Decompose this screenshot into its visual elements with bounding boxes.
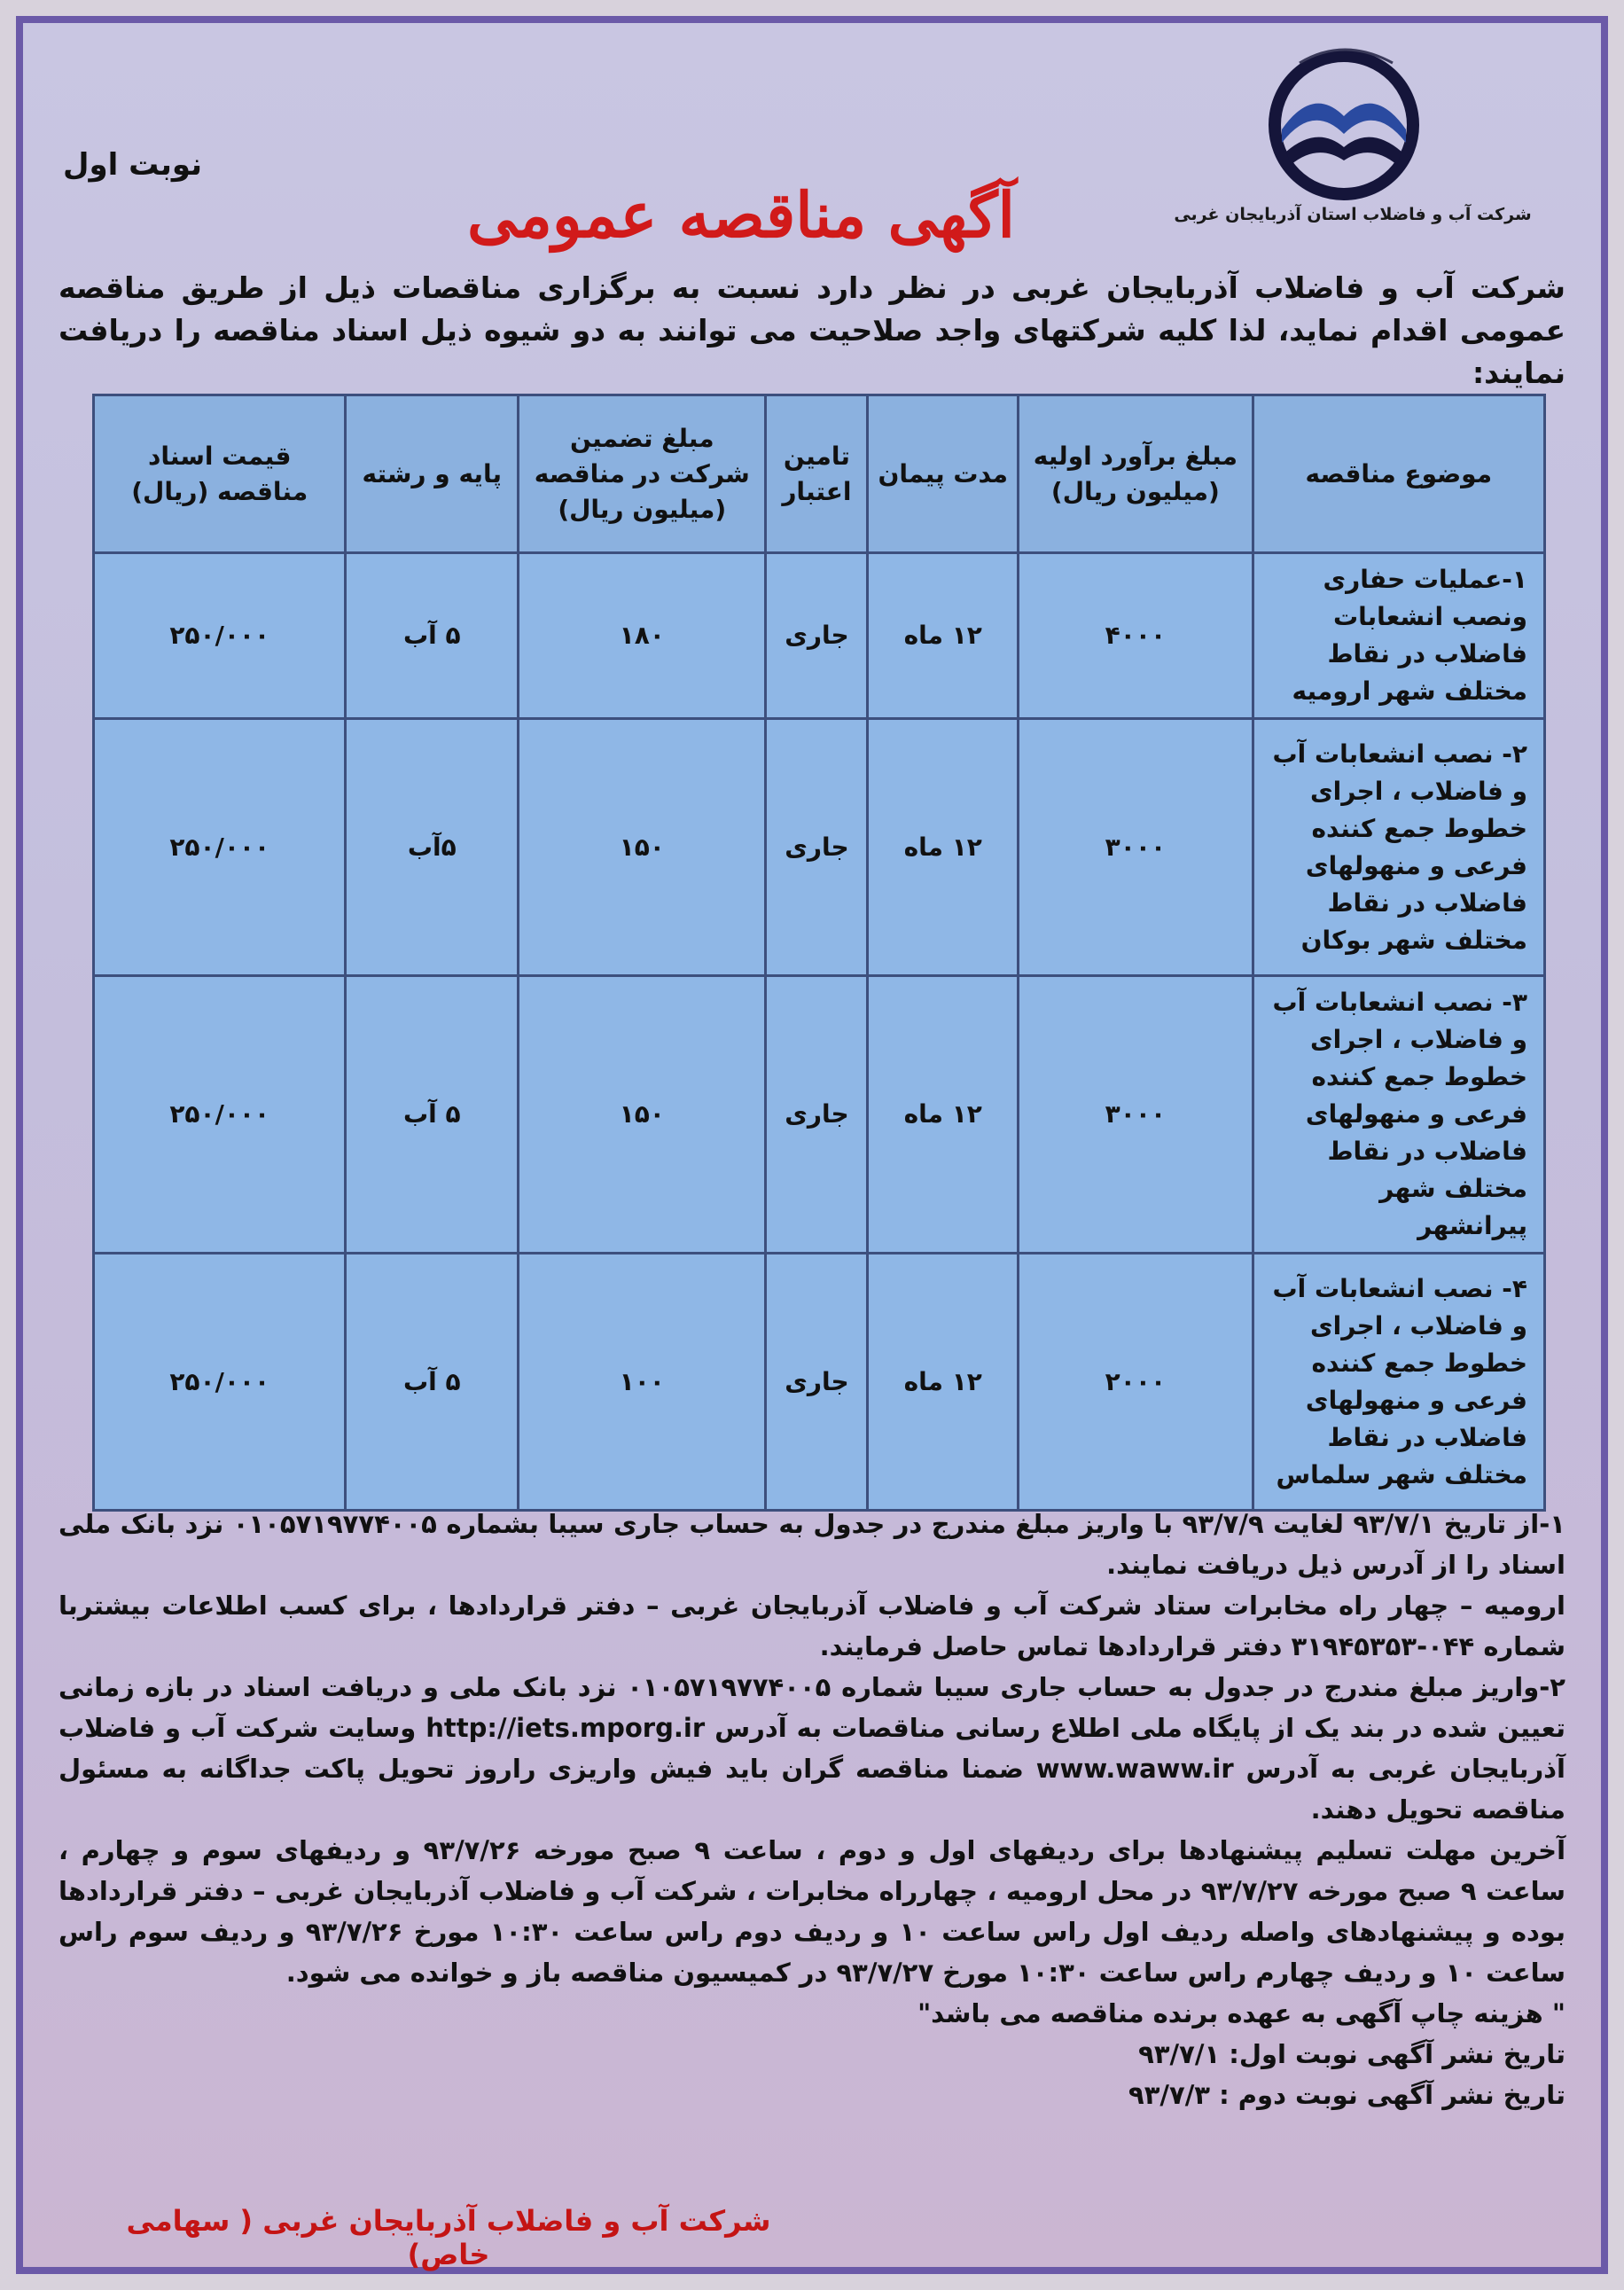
row-estimate: ۳۰۰۰ <box>1019 976 1253 1254</box>
publish-date-second: تاریخ نشر آگهی نوبت دوم : ۹۳/۷/۳ <box>1128 2080 1565 2110</box>
row-subject: ۱-عملیات حفاری ونصب انشعابات فاضلاب در نقاط مختلف شهر ارومیه <box>1253 553 1544 719</box>
row-price: ۲۵۰/۰۰۰ <box>94 976 346 1254</box>
row-grade: ۵آب <box>346 719 519 976</box>
row-estimate: ۴۰۰۰ <box>1019 553 1253 719</box>
row-subject: ۳- نصب انشعابات آب و فاضلاب ، اجرای خطوط جمع کننده فرعی و منهولهای فاضلاب در نقاط مختلف شهر پیرانشهر <box>1253 976 1544 1254</box>
header-subject: موضوع مناقصه <box>1253 395 1544 553</box>
row-grade: ۵ آب <box>346 1254 519 1511</box>
publish-date-first: تاریخ نشر آگهی نوبت اول: ۹۳/۷/۱ <box>1138 2039 1565 2069</box>
row-guarantee: ۱۵۰ <box>519 976 766 1254</box>
row-subject: ۴- نصب انشعابات آب و فاضلاب ، اجرای خطوط جمع کننده فرعی و منهولهای فاضلاب در نقاط مختلف شهر سلماس <box>1253 1254 1544 1511</box>
header-estimate: مبلغ برآورد اولیه (میلیون ریال) <box>1019 395 1253 553</box>
row-estimate: ۲۰۰۰ <box>1019 1254 1253 1511</box>
row-grade: ۵ آب <box>346 976 519 1254</box>
row-duration: ۱۲ ماه <box>868 976 1019 1254</box>
table-row <box>94 719 1545 976</box>
header-duration: مدت پیمان <box>868 395 1019 553</box>
footer-company-name: شرکت آب و فاضلاب آذربایجان غربی ( سهامی خاص) <box>126 2204 771 2271</box>
row-subject: ۲- نصب انشعابات آب و فاضلاب ، اجرای خطوط جمع کننده فرعی و منهولهای فاضلاب در نقاط مختلف شهر بوکان <box>1253 719 1544 976</box>
tender-table <box>92 394 1546 1512</box>
row-duration: ۱۲ ماه <box>868 1254 1019 1511</box>
header-funding: تامین اعتبار <box>766 395 868 553</box>
row-grade: ۵ آب <box>346 553 519 719</box>
row-duration: ۱۲ ماه <box>868 553 1019 719</box>
row-duration: ۱۲ ماه <box>868 719 1019 976</box>
row-price: ۲۵۰/۰۰۰ <box>94 719 346 976</box>
row-funding: جاری <box>766 719 868 976</box>
table-header-row <box>94 395 1545 553</box>
row-price: ۲۵۰/۰۰۰ <box>94 1254 346 1511</box>
notice-title: آگهی مناقصه عمومی <box>466 178 1015 252</box>
note-paragraph: ۱-از تاریخ ۹۳/۷/۱ لغایت ۹۳/۷/۹ با واریز مبلغ مندرج در جدول به حساب جاری سیبا بشماره ۰۱۰۵۷۱۹۷۷۴۰۰۵ نزد بانک ملی اسناد را از آدرس ذیل دریافت نمایند. <box>59 1509 1565 1580</box>
note-paragraph: ارومیه – چهار راه مخابرات ستاد شرکت آب و فاضلاب آذربایجان غربی – دفتر قراردادها ، برای کسب اطلاعات بیشتربا شماره ۰۴۴-۳۱۹۴۵۳۵۳ دفتر قراردادها تماس حاصل فرمایند. <box>59 1590 1565 1661</box>
header-guarantee: مبلغ تضمین شرکت در مناقصه (میلیون ریال) <box>519 395 766 553</box>
notes-section <box>59 1504 1565 2115</box>
row-guarantee: ۱۰۰ <box>519 1254 766 1511</box>
row-funding: جاری <box>766 1254 868 1511</box>
table-row <box>94 976 1545 1254</box>
note-paragraph: ۲-واریز مبلغ مندرج در جدول به حساب جاری سیبا شماره ۰۱۰۵۷۱۹۷۷۴۰۰۵ نزد بانک ملی و دریافت اسناد در بازه زمانی تعیین شده در بند یک از پایگاه ملی اطلاع رسانی مناقصات به آدرس http://iets.mporg.ir وسایت شرکت آب و فاضلاب آذربایجان غربی به آدرس www.waww.ir ضمنا مناقصه گران باید فیش واریزی راروز تحویل پاکت جداگانه به مسئول مناقصه تحویل دهند. <box>59 1672 1566 1825</box>
row-guarantee: ۱۵۰ <box>519 719 766 976</box>
header-price: قیمت اسناد مناقصه (ریال) <box>94 395 346 553</box>
row-funding: جاری <box>766 976 868 1254</box>
note-paragraph: آخرین مهلت تسلیم پیشنهادها برای ردیفهای اول و دوم ، ساعت ۹ صبح مورخه ۹۳/۷/۲۶ و ردیفهای سوم و چهارم ، ساعت ۹ صبح مورخه ۹۳/۷/۲۷ در محل ارومیه ، چهارراه مخابرات ، شرکت آب و فاضلاب آذربایجان غربی – دفتر قراردادها بوده و پیشنهادهای واصله ردیف اول راس ساعت ۱۰ و ردیف دوم راس ساعت ۱۰:۳۰ مورخ ۹۳/۷/۲۶ و ردیف سوم راس ساعت ۱۰ و ردیف چهارم راس ساعت ۱۰:۳۰ مورخ ۹۳/۷/۲۷ در کمیسیون مناقصه باز و خوانده می شود. <box>59 1835 1566 1988</box>
header-grade: پایه و رشته <box>346 395 519 553</box>
company-name-header: شرکت آب و فاضلاب استان آذربایجان غربی <box>1174 205 1532 224</box>
row-price: ۲۵۰/۰۰۰ <box>94 553 346 719</box>
row-funding: جاری <box>766 553 868 719</box>
water-company-logo-icon <box>1246 32 1441 209</box>
tender-notice-page <box>16 16 1608 2274</box>
note-paragraph: " هزینه چاپ آگهی به عهده برنده مناقصه می باشد" <box>917 1998 1565 2028</box>
round-label: نوبت اول <box>63 147 202 183</box>
intro-paragraph: شرکت آب و فاضلاب آذربایجان غربی در نظر دارد نسبت به برگزاری مناقصات ذیل از طریق مناقصه عمومی اقدام نماید، لذا کلیه شرکتهای واجد صلاحیت می توانند به دو شیوه ذیل اسناد مناقصه را دریافت نمایند: <box>59 270 1565 390</box>
row-guarantee: ۱۸۰ <box>519 553 766 719</box>
table-row <box>94 1254 1545 1511</box>
table-row <box>94 553 1545 719</box>
row-estimate: ۳۰۰۰ <box>1019 719 1253 976</box>
